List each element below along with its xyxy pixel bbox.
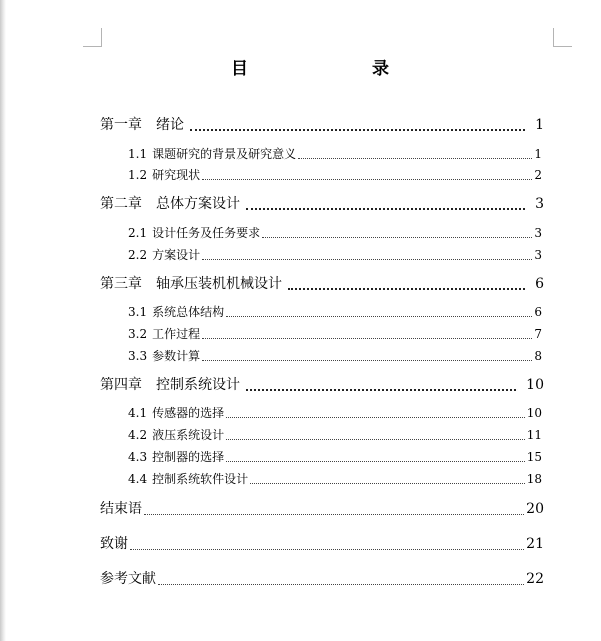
section-title: 液压系统设计 bbox=[152, 428, 225, 442]
chapter-number: 第一章 bbox=[100, 117, 142, 133]
page-number: 1 bbox=[534, 147, 542, 161]
toc-section-4-2[interactable] bbox=[128, 426, 542, 443]
toc-chapter-4[interactable] bbox=[100, 374, 544, 394]
section-title: 工作过程 bbox=[152, 327, 201, 341]
dot-leader bbox=[246, 208, 525, 210]
toc-title: 目 录 bbox=[231, 59, 419, 79]
dot-leader bbox=[226, 316, 532, 317]
page-number: 22 bbox=[526, 571, 544, 587]
page-number: 15 bbox=[526, 450, 542, 464]
dot-leader bbox=[190, 129, 525, 131]
dot-leader bbox=[226, 461, 525, 462]
page-number: 7 bbox=[534, 327, 542, 341]
toc-acknowledgements[interactable] bbox=[100, 533, 544, 553]
chapter-number: 第三章 bbox=[100, 276, 142, 292]
page-number: 6 bbox=[535, 276, 544, 292]
section-title: 控制器的选择 bbox=[152, 450, 225, 464]
toc-chapter-2[interactable] bbox=[100, 193, 544, 213]
toc-section-4-3[interactable] bbox=[128, 448, 542, 465]
chapter-number: 第四章 bbox=[100, 377, 142, 393]
dot-leader bbox=[202, 360, 532, 361]
page-number: 11 bbox=[526, 428, 542, 442]
section-title: 研究现状 bbox=[152, 168, 201, 182]
section-title: 参数计算 bbox=[152, 349, 201, 363]
dot-leader bbox=[246, 389, 516, 391]
section-number: 4.3 bbox=[128, 450, 148, 464]
page-number: 6 bbox=[534, 305, 542, 319]
page-number: 3 bbox=[534, 248, 542, 262]
section-number: 2.2 bbox=[128, 248, 148, 262]
page-edge bbox=[0, 0, 6, 641]
toc-chapter-3[interactable] bbox=[100, 273, 544, 293]
dot-leader bbox=[298, 158, 532, 159]
crop-mark-top-right bbox=[553, 28, 572, 47]
section-title: 方案设计 bbox=[152, 248, 201, 262]
chapter-number: 第二章 bbox=[100, 196, 142, 212]
toc-section-2-1[interactable] bbox=[128, 224, 542, 241]
toc-section-3-3[interactable] bbox=[128, 347, 542, 364]
page-number: 21 bbox=[526, 536, 544, 552]
toc-conclusion[interactable] bbox=[100, 498, 544, 518]
toc-references[interactable] bbox=[100, 568, 544, 588]
toc-section-1-1[interactable] bbox=[128, 145, 542, 162]
page-number: 2 bbox=[534, 168, 542, 182]
crop-mark-top-left bbox=[83, 28, 102, 47]
toc-section-3-2[interactable] bbox=[128, 325, 542, 342]
dot-leader bbox=[144, 514, 524, 515]
dot-leader bbox=[250, 483, 525, 484]
section-number: 3.1 bbox=[128, 305, 148, 319]
page-number: 10 bbox=[526, 377, 544, 393]
dot-leader bbox=[130, 549, 524, 550]
section-title: 系统总体结构 bbox=[152, 305, 225, 319]
section-title: 控制系统软件设计 bbox=[152, 472, 249, 486]
dot-leader bbox=[202, 259, 532, 260]
section-number: 1.2 bbox=[128, 168, 148, 182]
toc-section-3-1[interactable] bbox=[128, 303, 542, 320]
endmatter-title: 致谢 bbox=[100, 536, 128, 552]
dot-leader bbox=[202, 338, 532, 339]
toc-section-4-1[interactable] bbox=[128, 404, 542, 421]
section-number: 2.1 bbox=[128, 226, 148, 240]
dot-leader bbox=[226, 417, 525, 418]
chapter-title: 绪论 bbox=[156, 117, 184, 133]
section-number: 3.2 bbox=[128, 327, 148, 341]
dot-leader bbox=[288, 288, 525, 290]
chapter-title: 总体方案设计 bbox=[156, 196, 240, 212]
page-number: 18 bbox=[526, 472, 542, 486]
chapter-title: 控制系统设计 bbox=[156, 377, 240, 393]
dot-leader bbox=[202, 179, 532, 180]
section-title: 课题研究的背景及研究意义 bbox=[152, 147, 297, 161]
page-number: 1 bbox=[535, 117, 544, 133]
section-number: 4.1 bbox=[128, 406, 148, 420]
page-number: 10 bbox=[526, 406, 542, 420]
chapter-title: 轴承压装机机械设计 bbox=[156, 276, 282, 292]
section-number: 1.1 bbox=[128, 147, 148, 161]
toc-section-1-2[interactable] bbox=[128, 166, 542, 183]
page-number: 3 bbox=[535, 196, 544, 212]
page-number: 8 bbox=[534, 349, 542, 363]
page-number: 3 bbox=[534, 226, 542, 240]
section-number: 4.2 bbox=[128, 428, 148, 442]
dot-leader bbox=[226, 439, 525, 440]
page-number: 20 bbox=[526, 501, 544, 517]
section-number: 3.3 bbox=[128, 349, 148, 363]
toc-chapter-1[interactable] bbox=[100, 114, 544, 134]
toc-section-2-2[interactable] bbox=[128, 246, 542, 263]
endmatter-title: 结束语 bbox=[100, 501, 142, 517]
endmatter-title: 参考文献 bbox=[100, 571, 156, 587]
dot-leader bbox=[158, 584, 524, 585]
section-number: 4.4 bbox=[128, 472, 148, 486]
toc-section-4-4[interactable] bbox=[128, 470, 542, 487]
section-title: 传感器的选择 bbox=[152, 406, 225, 420]
dot-leader bbox=[262, 237, 532, 238]
section-title: 设计任务及任务要求 bbox=[152, 226, 261, 240]
